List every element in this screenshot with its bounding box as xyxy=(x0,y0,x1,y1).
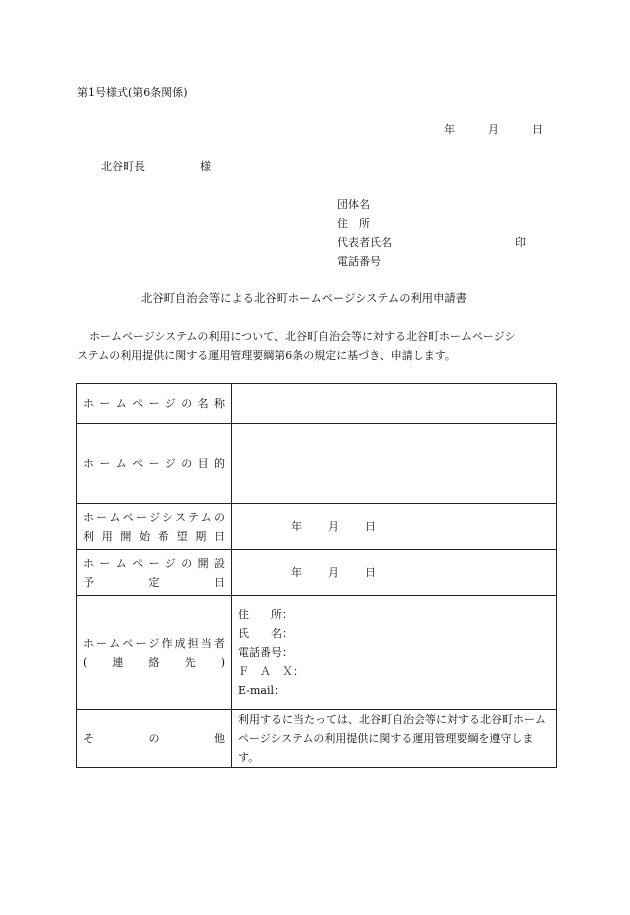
body-line-2: ステムの利用提供に関する運用管理要綱第6条の規定に基づき、申請します。 xyxy=(77,349,456,362)
date-line xyxy=(444,123,543,137)
table-row-start-date xyxy=(77,504,557,550)
label-text: ホームページ作成担当者 xyxy=(83,636,225,650)
open-date-field[interactable] xyxy=(232,550,557,596)
date-month: 月 xyxy=(488,123,499,136)
label-text: ホームページシステムの xyxy=(83,510,225,524)
month-label: 月 xyxy=(328,566,339,579)
date-year: 年 xyxy=(444,123,455,136)
date-value xyxy=(238,563,550,582)
label-text: ホームページの開設 xyxy=(83,556,225,570)
applicant-org-label: 団体名 xyxy=(337,198,370,211)
addressee-honorific: 様 xyxy=(200,160,211,173)
contact-email-label: E-mail： xyxy=(238,684,285,697)
applicant-address-label: 住 所 xyxy=(337,217,370,230)
table-row-open-date xyxy=(77,550,557,596)
homepage-name-field[interactable] xyxy=(232,384,557,424)
label-text: 利用開始希望期日 xyxy=(83,529,225,543)
label-text: ホームページの目的 xyxy=(83,457,225,470)
applicant-representative-label: 代表者氏名 xyxy=(337,236,392,249)
label-cell xyxy=(77,710,232,768)
body-line-1: ホームページシステムの利用について、北谷町自治会等に対する北谷町ホームページシ xyxy=(89,330,516,343)
label-text: 予定日 xyxy=(83,575,225,589)
label-cell xyxy=(77,550,232,596)
label-cell xyxy=(77,596,232,710)
applicant-phone-label: 電話番号 xyxy=(337,255,381,268)
day-label: 日 xyxy=(365,520,376,533)
contact-fax-label: Ｆ Ａ Ｘ： xyxy=(238,665,304,678)
year-label: 年 xyxy=(291,566,302,579)
date-day: 日 xyxy=(532,123,543,136)
contact-address-label: 住 所： xyxy=(238,608,293,621)
compliance-statement: 利用するに当たっては、北谷町自治会等に対する北谷町ホームページシステムの利用提供に関する運用管理要綱を遵守します。 xyxy=(238,713,546,764)
day-label: 日 xyxy=(365,566,376,579)
label-text: (連絡先) xyxy=(83,655,225,669)
application-table xyxy=(76,383,557,768)
other-field xyxy=(232,710,557,768)
contact-field[interactable] xyxy=(232,596,557,710)
year-label: 年 xyxy=(291,520,302,533)
homepage-purpose-field[interactable] xyxy=(232,424,557,504)
table-row-purpose xyxy=(77,424,557,504)
label-cell xyxy=(77,504,232,550)
date-value xyxy=(238,517,550,536)
table-row-other xyxy=(77,710,557,768)
label-cell xyxy=(77,424,232,504)
form-number: 第1号様式(第6条関係) xyxy=(77,86,188,99)
contact-phone-label: 電話番号： xyxy=(238,646,293,659)
contact-name-label: 氏 名： xyxy=(238,627,293,640)
label-cell xyxy=(77,384,232,424)
addressee-name: 北谷町長 xyxy=(101,160,145,173)
document-title: 北谷町自治会等による北谷町ホームページシステムの利用申請書 xyxy=(141,292,467,305)
addressee xyxy=(101,160,211,174)
table-row-name xyxy=(77,384,557,424)
label-text: その他 xyxy=(83,732,225,745)
label-text: ホームページの名称 xyxy=(83,397,225,410)
month-label: 月 xyxy=(328,520,339,533)
seal-mark: 印 xyxy=(515,236,526,249)
start-date-field[interactable] xyxy=(232,504,557,550)
table-row-contact xyxy=(77,596,557,710)
